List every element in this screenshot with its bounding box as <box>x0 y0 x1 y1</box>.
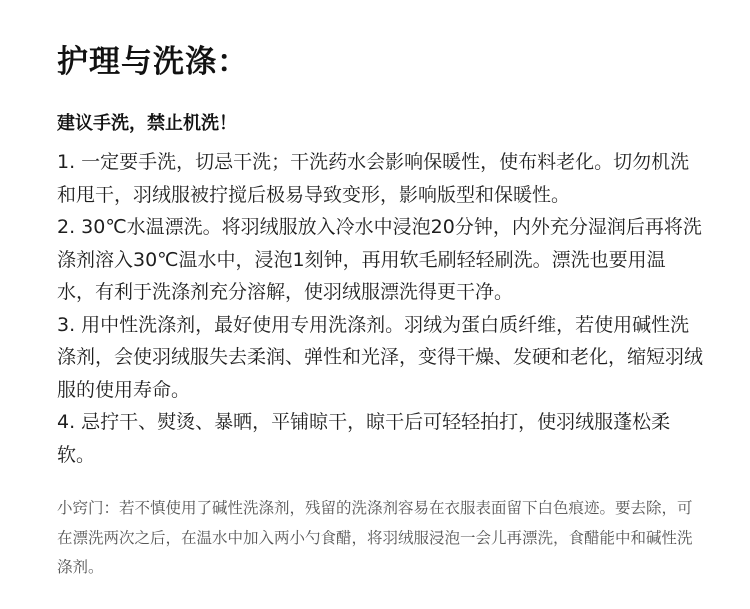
section-subtitle: 建议手洗，禁止机洗！ <box>57 113 237 134</box>
page-title: 护理与洗涤： <box>57 44 249 80</box>
care-step-2: 2. 30℃水温漂洗。将羽绒服放入冷水中浸泡20分钟，内外充分湿润后再将洗涤剂溶入30℃温水中，浸泡1刻钟，再用软毛刷轻轻刷洗。漂洗也要用温水，有利于洗涤剂充分溶解，使羽绒服漂洗得更干净。 <box>57 216 702 303</box>
care-step-4: 4. 忌拧干、熨烫、暴晒，平铺晾干，晾干后可轻轻拍打，使羽绒服蓬松柔软。 <box>57 411 671 466</box>
care-steps-list <box>57 146 703 471</box>
care-step-3: 3. 用中性洗涤剂，最好使用专用洗涤剂。羽绒为蛋白质纤维，若使用碱性洗涤剂，会使羽绒服失去柔润、弹性和光泽，变得干燥、发硬和老化，缩短羽绒服的使用寿命。 <box>57 313 704 401</box>
tip-note: 小窍门：若不慎使用了碱性洗涤剂，残留的洗涤剂容易在衣服表面留下白色痕迹。要去除，可在漂洗两次之后，在温水中加入两小勺食醋，将羽绒服浸泡一会儿再漂洗，食醋能中和碱性洗涤剂。 <box>57 499 693 576</box>
care-step-1: 1. 一定要手洗，切忌干洗；干洗药水会影响保暖性，使布料老化。切勿机洗和甩干，羽绒服被拧搅后极易导致变形，影响版型和保暖性。 <box>57 151 690 206</box>
